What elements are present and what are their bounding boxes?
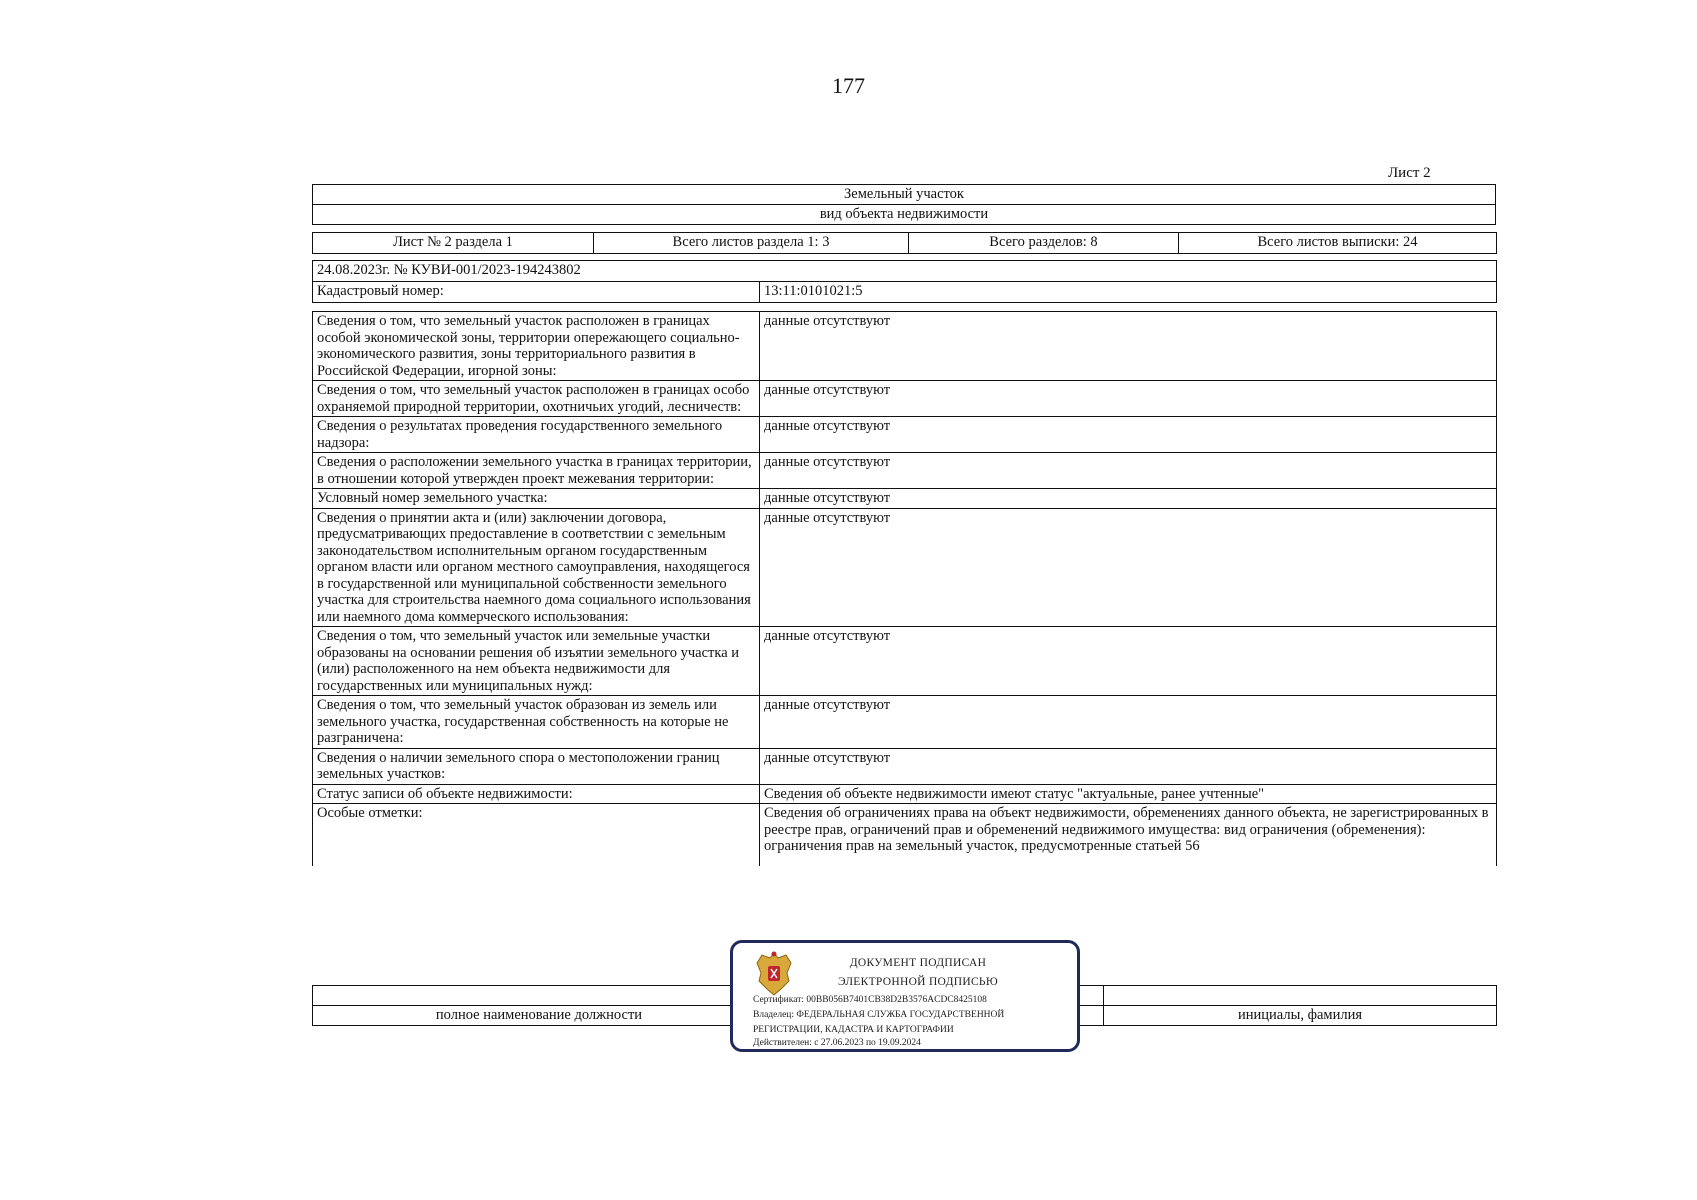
detail-value: данные отсутствуют	[760, 627, 1497, 696]
detail-label: Особые отметки:	[313, 804, 760, 867]
stamp-owner-line2: РЕГИСТРАЦИИ, КАДАСТРА И КАРТОГРАФИИ	[753, 1025, 954, 1035]
page-number: 177	[832, 73, 865, 98]
detail-value: данные отсутствуют	[760, 748, 1497, 784]
name-caption: инициалы, фамилия	[1104, 1006, 1497, 1026]
coat-of-arms-icon	[753, 949, 795, 997]
counter-sheet-number: Лист № 2 раздела 1	[313, 233, 594, 254]
detail-row	[313, 627, 1497, 696]
object-type-caption: вид объекта недвижимости	[313, 205, 1496, 225]
detail-label: Сведения о том, что земельный участок расположен в границах особой экономической зоны, территории опережающего социально-экономического развития, зоны территориального развития в Российской Федерации, игорной зоны:	[313, 312, 760, 381]
detail-row	[313, 453, 1497, 489]
detail-row	[313, 417, 1497, 453]
sheet-counters	[312, 232, 1496, 254]
detail-value: данные отсутствуют	[760, 696, 1497, 749]
detail-row	[313, 748, 1497, 784]
stamp-owner-line1: Владелец: ФЕДЕРАЛЬНАЯ СЛУЖБА ГОСУДАРСТВЕННОЙ	[753, 1010, 1005, 1020]
document-identification	[312, 260, 1496, 303]
name-line	[1104, 986, 1497, 1006]
counter-sections: Всего разделов: 8	[909, 233, 1179, 254]
detail-row	[313, 804, 1497, 867]
detail-value: данные отсутствуют	[760, 381, 1497, 417]
stamp-title-line1: ДОКУМЕНТ ПОДПИСАН	[849, 957, 987, 969]
counter-total-sheets: Всего листов выписки: 24	[1179, 233, 1497, 254]
detail-row	[313, 508, 1497, 627]
detail-label: Сведения о том, что земельный участок образован из земель или земельного участка, государственная собственность на которые не разграничена:	[313, 696, 760, 749]
object-header	[312, 184, 1496, 225]
detail-row	[313, 784, 1497, 804]
detail-value: данные отсутствуют	[760, 508, 1497, 627]
position-line	[313, 986, 766, 1006]
detail-row	[313, 696, 1497, 749]
detail-value: данные отсутствуют	[760, 312, 1497, 381]
cadastral-label: Кадастровый номер:	[313, 282, 760, 303]
detail-row	[313, 312, 1497, 381]
detail-label: Сведения о наличии земельного спора о местоположении границ земельных участков:	[313, 748, 760, 784]
detail-label: Сведения о том, что земельный участок или земельные участки образованы на основании решения об изъятии земельного участка и (или) расположенного на нем объекта недвижимости для государственных или муниципальных нужд:	[313, 627, 760, 696]
stamp-certificate: Сертификат: 00BB056B7401CB38D2B3576ACDC8425108	[753, 995, 987, 1005]
position-caption: полное наименование должности	[313, 1006, 766, 1026]
object-name: Земельный участок	[313, 185, 1496, 205]
counter-section-sheets: Всего листов раздела 1: 3	[594, 233, 909, 254]
detail-row	[313, 489, 1497, 509]
cadastral-value: 13:11:0101021:5	[760, 282, 1497, 303]
detail-value: данные отсутствуют	[760, 453, 1497, 489]
detail-label: Сведения о результатах проведения государственного земельного надзора:	[313, 417, 760, 453]
sheet-label: Лист 2	[1388, 165, 1431, 181]
detail-row	[313, 381, 1497, 417]
document-date-number: 24.08.2023г. № КУВИ-001/2023-194243802	[313, 261, 1497, 282]
detail-label: Статус записи об объекте недвижимости:	[313, 784, 760, 804]
detail-value: Сведения об объекте недвижимости имеют статус "актуальные, ранее учтенные"	[760, 784, 1497, 804]
stamp-title-line2: ЭЛЕКТРОННОЙ ПОДПИСЬЮ	[838, 976, 998, 988]
detail-label: Сведения о принятии акта и (или) заключении договора, предусматривающих предоставление в соответствии с земельным законодательством исполнительным органом государственным органом власти или органом местного самоуправления, находящегося в государственной или муниципальной собственности земельного участка для строительства наемного дома социального использования или наемного дома коммерческого использования:	[313, 508, 760, 627]
detail-label: Сведения о расположении земельного участка в границах территории, в отношении которой утвержден проект межевания территории:	[313, 453, 760, 489]
special-notes-text: Сведения об ограничениях права на объект недвижимости, обременениях данного объекта, не зарегистрированных в реестре прав, ограничений прав и обременений недвижимого имущества: вид ограничения (обременения): ограничения прав на земельный участок, предусмотренные статьей 56	[764, 805, 1489, 854]
detail-label: Условный номер земельного участка:	[313, 489, 760, 509]
detail-label: Сведения о том, что земельный участок расположен в границах особо охраняемой природной территории, охотничьих угодий, лесничеств:	[313, 381, 760, 417]
detail-value: данные отсутствуют	[760, 417, 1497, 453]
detail-value: данные отсутствуют	[760, 489, 1497, 509]
electronic-signature-stamp	[730, 940, 1080, 1052]
stamp-valid: Действителен: с 27.06.2023 по 19.09.2024	[753, 1038, 921, 1048]
details-table	[312, 311, 1496, 866]
detail-value	[760, 804, 1497, 867]
